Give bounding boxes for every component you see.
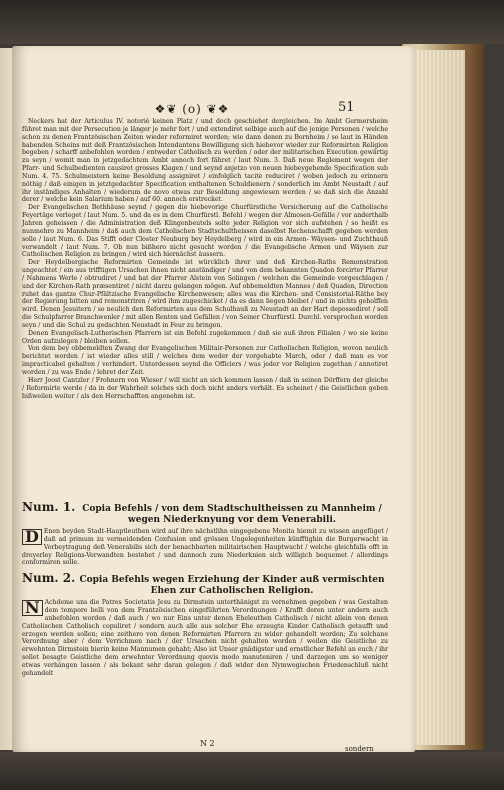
paragraph: Herr Joost Cantzler / Frohnern von Wieser / will nicht an sich kommen lassen / daß in seinen Dörffern der gleiche / Reformirte werde / da in der Wahrheit solches sich doch nicht anders verhält. Es scheinet / die Geistlichen geben bißweilen weiter / als den Herrschafften angenehm ist. <box>22 376 388 400</box>
signature-mark: N 2 <box>200 739 215 748</box>
section-body <box>22 599 388 677</box>
section-heading <box>22 571 388 596</box>
drop-capital: D <box>22 529 42 545</box>
section-text: Achdeme uns die Patres Societatis Jesu zu Dirmstein unterthänigst zu vernehmen gegeben / was Gestalten dem tempore belli von dem Frantzösischen eingeführten Verordnungen / Krafft deren unter andern auch anbefohlen worden / daß auch / wo nur Eins unter denen Eheleuthen Catholisch / nicht allein von denen Catholischen Catholisch copuliret / sondern auch alle aus solcher Ehe erzeugte Kinder Catholisch getaufft und erzogen werden sollen; eine zeithero von denen Reformirten Pfarrern zu wider gehandelt worden; Zu solchane Verordnung aber / dem Verrichmen nach / der Ursachen nicht gehalten worden / weilen die Geistliche zu erwehnten Dirmstein hierin keine Mannumen gehabt; Also ist Unser gnädigster und ernstlicher Befehl an euch / ihr sollet besagte Geistliche dem erwehnter Verordnung quovis modo manuteniren / und darzegen um so weniger etwas verhängen lassen / als bekant sehr daran gelegen / daß wider den Nymwegischen Friedenschluß nicht gehandelt <box>22 599 388 677</box>
paragraph: Neckers hat der Articulus IV. notoriè keinen Platz / und doch geschiehet dergleichen. Im Ambt Germersheim führet man mit der Persecution je länger je mehr fort / und extendiret selbige auch auf die jenige Personen / welche schon zu denen Frantzösischen Zeiten wieder reformiret worden; wie dann denen zu Bornheim / so laut in Händen habenden Scheins mit deß Frantzösischen Intendantens Bewilligung sich hiebevor wieder zur Reformirten Religion begeben / scharff anbefohlen worden / entweder Catholisch zu werden / oder der militarischen Execution gewärtig zu seyn / womit man in jetzgedachtem Ambt annoch fort fähret / laut Num. 3. Daß neue Reglement wegen der Pfarr- und Schulbedienten causiret grosses Klagen / und seynd anjetzo von neuen hiebeygehende Specification sub Num. 4. 75. Schulmeistern keine Besoldung assigniret / einfolglich tacitè reduciret / woben jedoch zu erinnern nöthig / daß einigen in jetztgedachter Specification enthaltenen Schuldienern / sonderlich im Ambt Neustadt / auf ihr inständiges Anhalten / wiederum de novo etwas zur Besoldung angewiesen werden / so daß sich die Anzahl derer / welche kein Salarium haben / auf 60. annoch erstrecket. <box>22 118 388 204</box>
section-title: Copia Befehls / von dem Stadtschultheissen zu Mannheim / wegen Niederknyung vor dem Venerabili. <box>82 504 382 525</box>
section-body <box>22 528 388 567</box>
paragraph: Denen Evangelisch-Lutherischen Pfarrern ist ein Befehl zugekommen / daß sie auß ihren Filialen / wo sie keine Orden aufzulegen / bleiben sollen. <box>22 329 388 345</box>
drop-capital: N <box>22 600 43 616</box>
section-number: Num. 2. <box>22 571 76 586</box>
paragraph: Der Evangelischen Bethhäuse seynd / gegen die hiebevorige Churfürstliche Versicherung auf die Catholische Feyertäge verleget / laut Num. 5. und da es in dem Churfürstl. Befehl / wegen der Almosen-Gefälle / vor anderthalb Jahren geheissen / die Administration deß Klingenbeutels solte jeder Religion vor sich aufstehen / so heißt es nunmehro zu Mannheim / daß auch dem Catholischen Stadtschultheissen daselbst Rechenschafft gegeben werden solle / laut Num. 6. Das Stifft oder Closter Neuburg bey Heydelberg / wird in ein Armen- Wäysen- und Zuchthauß verwandelt / laut Num. 7. Ob nun bißhero nicht gesucht worden / die Evangelische Armen und Wäysen zur Catholischen Religion zu bringen / wird sich hiernächst äussern. <box>22 204 388 259</box>
catchword: sondern <box>345 745 374 753</box>
section-number: Num. 1. <box>22 500 76 514</box>
section-title: Copia Befehls wegen Erziehung der Kinder auß vermischten Ehen zur Catholischen Religion. <box>79 575 385 596</box>
page-number: 51 <box>338 100 355 115</box>
paragraph: Der Heydelbergische Reformirten Gemeinde ist würcklich ihrer und deß Kirchen-Raths Remonstration ungeachtet / ein aus trifftigen Ursachen ihnen nicht anständiger / und von dem bekannten Quadon forcirter Pfarrer / Nahmens Werle / obtrudiret / und hat der Pfarrer Alstein von Solingen / welchen die Gemeinde vorgeschlagen / und der Kirchen-Rath præsentiret / nicht darzu gelangen mögen. Auf obbemeldten Mannes / deß Quaden, Direction ruhet das gantze Chur-Pfältzische Evangelische Kirchenwesen; alles was die Kirchen- und Consistorial-Räthe bey der Regierung bitten und remonstriren / wird ihm zugeschicket / da es dann liegen bleibet / und in nichts geholffen wird. Denen Jesuitern / so neulich den Reformirten aus dem Schulhauß zu Neustadt an der Hart depossediret / soll die Schulpfarrer Branchwenler / mit allen Renten und Gefällen / von Seiner Churfürstl. Durchl. versprochen worden seyn / und die Schul zu gedachten Neustadt in Feur zu bringen. <box>22 259 388 329</box>
paragraph: Von dem bey obbemeldten Zwang der Evangelischen Militair-Personen zur Catholischen Religion, wovon neulich berichtet worden / ist wieder alles still / welches dem weder der vorgehabte March, oder / daß man es vor impracticabel gehalten / verhindert. Unterdessen seynd die Officiers / was jeder vor Religion zugethan / annotiret worden / zu was Ende / lehret der Zeit. <box>22 345 388 376</box>
body-text <box>22 118 388 400</box>
background-bottom <box>0 752 504 790</box>
sections-block <box>22 500 388 682</box>
header-ornament: ❖❦ (o) ❦❖ <box>154 102 230 116</box>
section-text: Enen beyden Stadt-Hauptleuthen wird auf ihre nächstlihn eingegebene Monita hiemit zu wissen angefüget / daß ad primum zu vermeidenden Confusion und grössen Ungelegenheiten künfftighin die Burgerwacht in Vorbeytragung deß Venerabilis sich der benachbarten militairischen Hauptwacht / welche gleichfalls offt in dreyerley Religions-Verwandten bestehet / und dannoch zum Niederknien sich willigich bequemet / allerdings conformiren solle. <box>22 528 388 567</box>
background-top <box>0 0 504 44</box>
section-heading <box>22 500 388 525</box>
